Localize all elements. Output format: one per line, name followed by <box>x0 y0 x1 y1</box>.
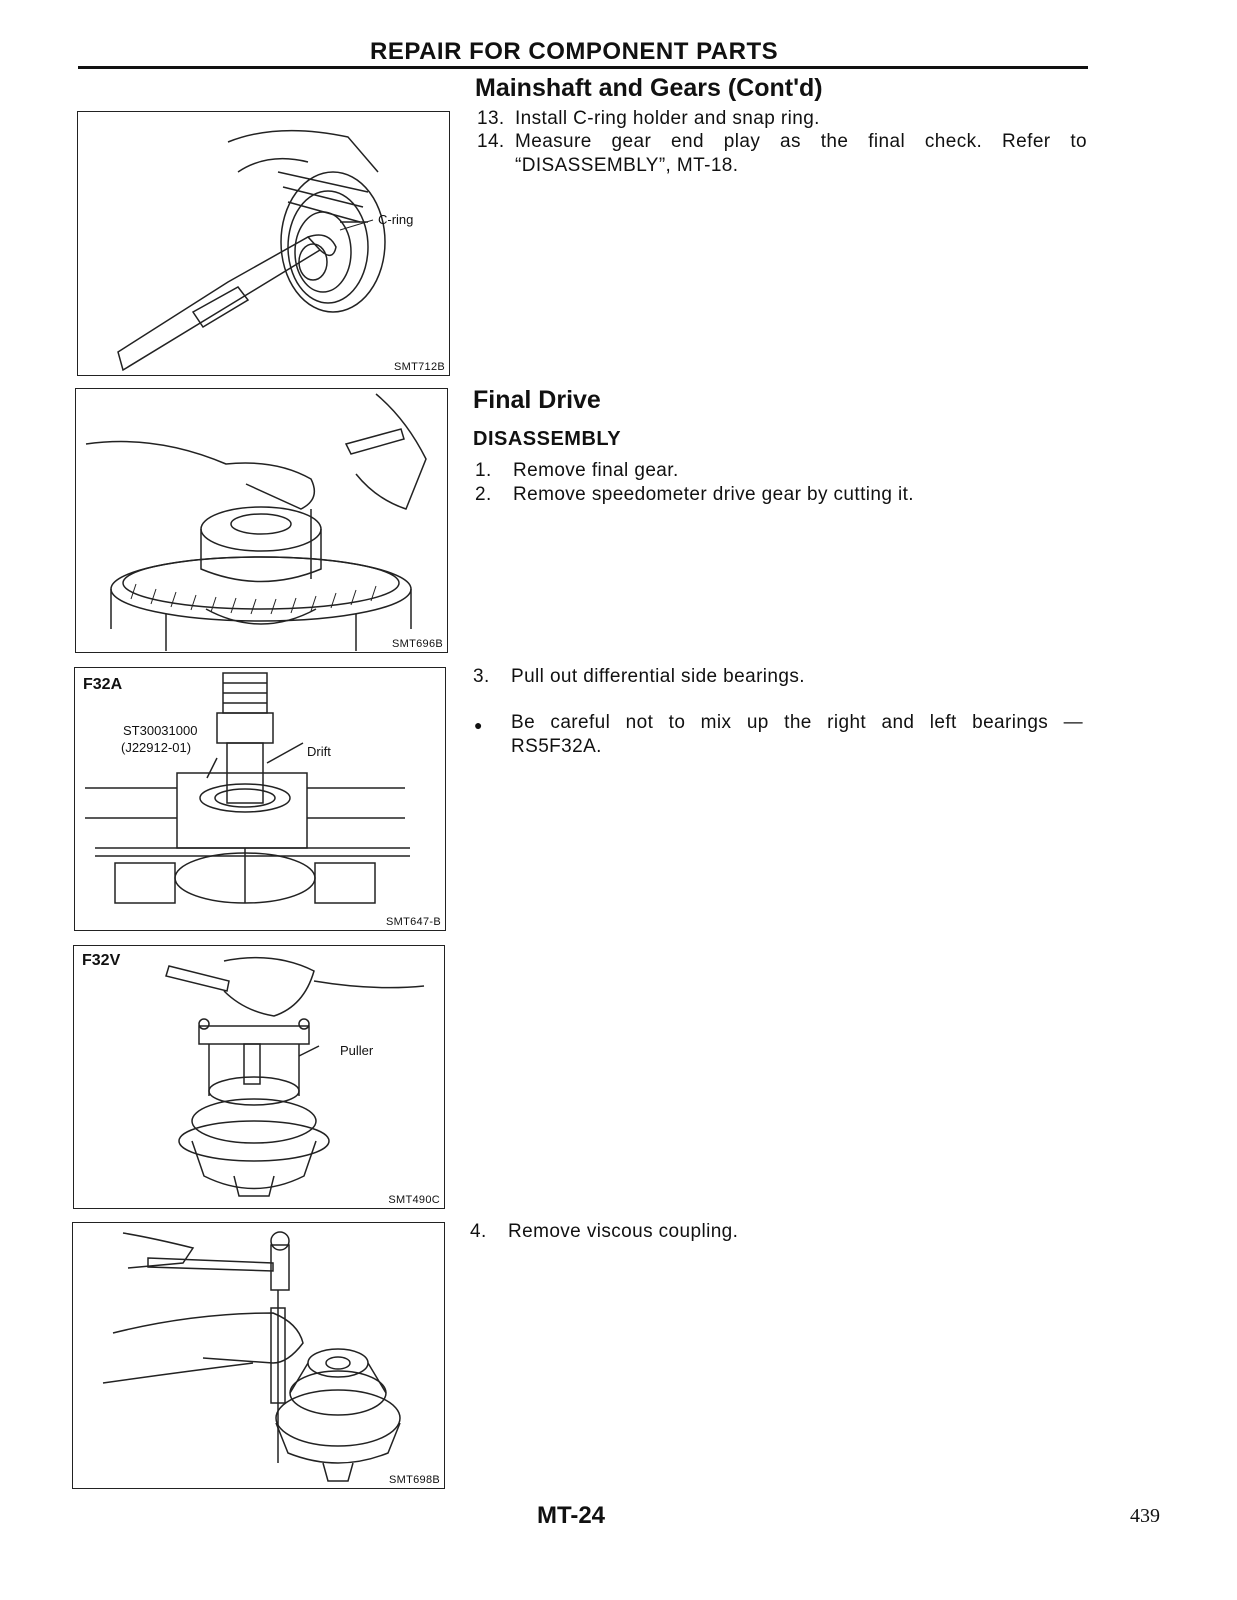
figure-c-ring-holder <box>77 111 450 376</box>
step-text: Install C-ring holder and snap ring. <box>515 108 820 129</box>
step-13 <box>477 107 1097 131</box>
step-2 <box>475 483 1095 507</box>
figure-f32a-side-bearing <box>74 667 446 931</box>
f32a-press-illustration <box>75 668 445 930</box>
step-number: 4. <box>470 1221 487 1242</box>
step-1 <box>475 459 1095 483</box>
callout-drift: Drift <box>307 744 331 759</box>
step-4 <box>470 1220 1090 1244</box>
final-gear-illustration <box>76 389 447 652</box>
step-number: 1. <box>475 460 492 481</box>
callout-tool-number-alt: (J22912-01) <box>121 740 192 755</box>
subsection-title-disassembly: DISASSEMBLY <box>473 428 622 450</box>
note-text: Be careful not to mix up the right and left bearings — <box>511 712 1083 733</box>
step-text-continued: “DISASSEMBLY”, MT-18. <box>515 155 739 176</box>
step-text: Measure gear end play as the final check. Refer to <box>515 131 1087 152</box>
figure-code: SMT696B <box>391 638 443 650</box>
step-text: Remove viscous coupling. <box>508 1221 739 1242</box>
viscous-coupling-illustration <box>73 1223 444 1488</box>
f32v-puller-illustration <box>74 946 444 1208</box>
header-rule <box>78 66 1088 69</box>
step-number: 13. <box>477 108 505 129</box>
figure-f32v-puller <box>73 945 445 1209</box>
figure-viscous-coupling <box>72 1222 445 1489</box>
step-text: Remove speedometer drive gear by cutting it. <box>513 484 914 505</box>
figure-code: SMT698B <box>388 1474 440 1486</box>
page-header-title: REPAIR FOR COMPONENT PARTS <box>370 38 779 65</box>
step-14 <box>477 130 1097 178</box>
step-text: Remove final gear. <box>513 460 679 481</box>
page-code: MT-24 <box>537 1502 606 1529</box>
c-ring-holder-illustration <box>78 112 449 375</box>
figure-code: SMT647-B <box>386 916 441 928</box>
bullet-icon: ● <box>474 717 483 733</box>
note-text-continued: RS5F32A. <box>511 736 602 757</box>
callout-c-ring: C-ring <box>378 212 414 227</box>
callout-puller: Puller <box>340 1043 374 1058</box>
step-number: 2. <box>475 484 492 505</box>
callout-tool-number: ST30031000 <box>123 723 198 738</box>
figure-code: SMT490C <box>388 1194 440 1206</box>
figure-code: SMT712B <box>393 361 445 373</box>
step-3 <box>473 665 1093 689</box>
section-title-final-drive: Final Drive <box>473 386 601 414</box>
page-number: 439 <box>1130 1505 1160 1527</box>
step-number: 14. <box>477 131 505 152</box>
note-bearings <box>474 711 1094 759</box>
step-number: 3. <box>473 666 490 687</box>
step-text: Pull out differential side bearings. <box>511 666 805 687</box>
figure-label: F32A <box>83 676 123 693</box>
section-title-mainshaft: Mainshaft and Gears (Cont'd) <box>475 74 823 102</box>
figure-final-gear-removal <box>75 388 448 653</box>
figure-label: F32V <box>82 952 121 969</box>
